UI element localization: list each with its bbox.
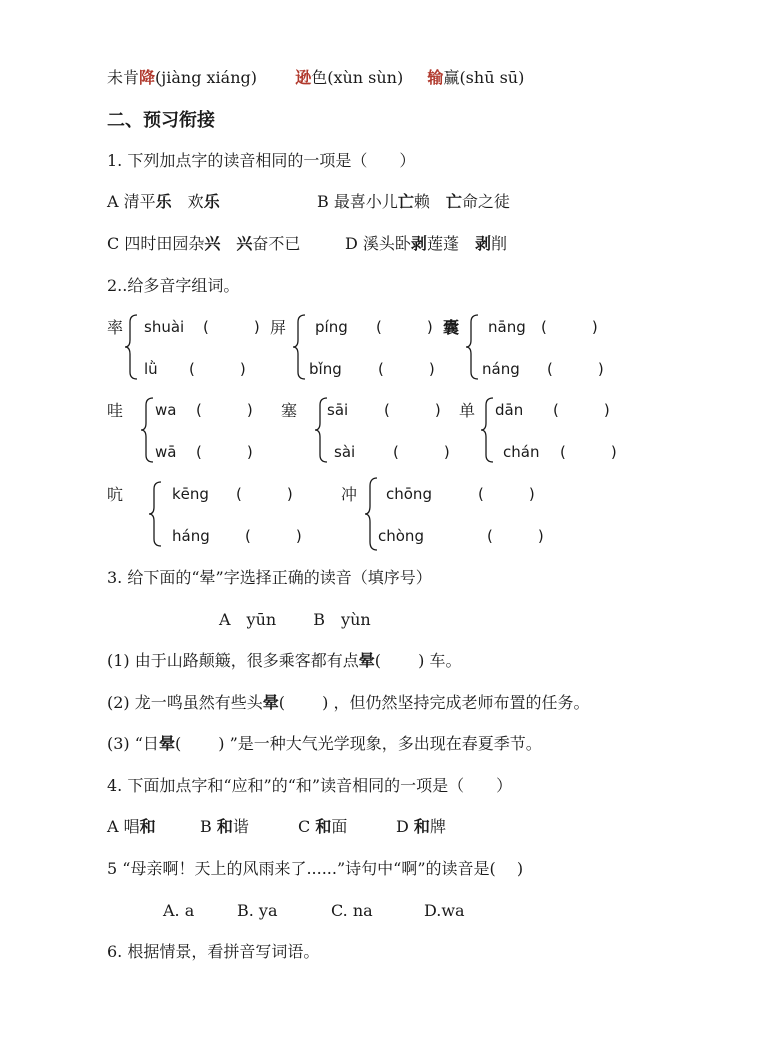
q4-d-post: 牌: [429, 817, 446, 836]
q2-char-chong: 冲: [341, 485, 358, 504]
q2-py-ping-bottom: bǐng: [309, 360, 342, 378]
q6-stem: 6. 根据情景，看拼音写词语。: [107, 942, 320, 961]
q4-a-text: A 唱: [107, 817, 140, 836]
line0-char-jiang: 降: [139, 68, 156, 87]
q1-a-dot1: 乐: [155, 192, 172, 211]
q2-blank-chong-bottom: ( ): [487, 527, 544, 545]
q2-py-wa-top: wa: [155, 401, 177, 419]
q2-py-nang-bottom: náng: [482, 360, 520, 378]
q3-s1-text: (1) 由于山路颠簸，很多乘客都有点: [107, 651, 359, 670]
q4-d-dot: 和: [413, 817, 430, 836]
q2-blank-ping-bottom: ( ): [378, 360, 435, 378]
q5-option-d: D.wa: [424, 901, 465, 920]
q2-blank-nang-top: ( ): [541, 318, 598, 336]
q4-c-post: 面: [331, 817, 348, 836]
q2-blank-dan-top: ( ): [553, 401, 610, 419]
q4-d-text: D: [396, 817, 414, 836]
q1-option-a: [107, 194, 220, 210]
q2-char-nang: 囊: [443, 318, 460, 337]
q2-py-keng-top: kēng: [172, 485, 209, 503]
q1-c-mid: [220, 234, 236, 253]
q3-options: A yūn B yùn: [219, 610, 371, 629]
q2-py-wa-bottom: wā: [155, 443, 177, 461]
q2-char-sai: 塞: [281, 401, 298, 420]
q2-py-chong-bottom: chòng: [378, 527, 424, 545]
q2-stem: 2..给多音字组词。: [107, 276, 240, 295]
brace-keng: [148, 481, 162, 547]
q2-blank-chong-top: ( ): [478, 485, 535, 503]
q2-blank-keng-top: ( ): [236, 485, 293, 503]
q1-d-dot2: 剥: [474, 234, 491, 253]
q1-c-dot1: 兴: [204, 234, 221, 253]
q1-a-dot2: 乐: [203, 192, 220, 211]
line0-prefix: 未肯: [107, 68, 140, 87]
q3-s2-text: (2) 龙一鸣虽然有些头: [107, 693, 263, 712]
q2-py-chong-top: chōng: [386, 485, 432, 503]
q2-py-lv-top: shuài: [144, 318, 185, 336]
q2-char-keng: 吭: [107, 485, 124, 504]
q2-char-ping: 屏: [270, 318, 287, 337]
q2-blank-sai-top: ( ): [384, 401, 441, 419]
q4-c-dot: 和: [315, 817, 332, 836]
q1-d-text: D 溪头卧: [345, 234, 411, 253]
brace-sai: [314, 397, 328, 463]
q4-b-dot: 和: [216, 817, 233, 836]
q2-py-sai-top: sāi: [327, 401, 349, 419]
q2-py-dan-top: dān: [495, 401, 524, 419]
q2-py-nang-top: nāng: [488, 318, 526, 336]
q1-stem: 1. 下列加点字的读音相同的一项是（ ）: [107, 151, 416, 170]
q5-option-a: A. a: [163, 901, 195, 920]
q3-stem: 3. 给下面的“晕”字选择正确的读音（填序号）: [107, 568, 432, 587]
q2-py-lv-bottom: lǜ: [144, 360, 158, 378]
q1-b-post: 命之徒: [461, 192, 510, 211]
q2-blank-ping-top: ( ): [376, 318, 433, 336]
q3-s1-blank: ( ) 车。: [374, 651, 462, 670]
q3-s3-blank: ( ) ”是一种大气光学现象，多出现在春夏季节。: [174, 734, 542, 753]
q1-d-mid: 莲蓬: [426, 234, 475, 253]
q4-option-d: [396, 819, 446, 835]
line0-rest-shu: 赢(shū sū): [443, 68, 525, 87]
q1-c-post: 奋不已: [252, 234, 301, 253]
q2-blank-sai-bottom: ( ): [393, 443, 450, 461]
q1-option-c: [107, 236, 300, 252]
q1-option-d: [345, 236, 507, 252]
q5-stem: 5 “母亲啊！天上的风雨来了......”诗句中“啊”的读音是( ): [107, 859, 524, 878]
q1-d-post: 削: [490, 234, 507, 253]
q5-option-b: B. ya: [237, 901, 278, 920]
q1-b-mid: 赖: [413, 192, 446, 211]
q1-b-dot2: 亡: [445, 192, 462, 211]
q1-a-mid: 欢: [171, 192, 204, 211]
q2-blank-nang-bottom: ( ): [547, 360, 604, 378]
q1-c-dot2: 兴: [236, 234, 253, 253]
q4-b-post: 谐: [232, 817, 249, 836]
brace-nang: [465, 314, 479, 380]
q3-sentence-1: [107, 653, 461, 669]
q2-blank-dan-bottom: ( ): [560, 443, 617, 461]
line0-pinyin-jiang: (jiàng xiáng): [155, 68, 257, 87]
q5-option-c: C. na: [331, 901, 373, 920]
q3-sentence-3: [107, 736, 542, 752]
brace-wa: [140, 397, 154, 463]
q4-c-text: C: [298, 817, 316, 836]
q2-blank-wa-top: ( ): [196, 401, 253, 419]
q1-b-dot1: 亡: [397, 192, 414, 211]
q2-py-keng-bottom: háng: [172, 527, 210, 545]
q2-blank-lv-top: ( ): [203, 318, 260, 336]
line0: [107, 70, 524, 86]
q2-blank-wa-bottom: ( ): [196, 443, 253, 461]
q2-char-wa: 哇: [107, 401, 124, 420]
q3-sentence-2: [107, 695, 589, 711]
q4-option-b: [200, 819, 249, 835]
q1-b-text: B 最喜小儿: [317, 192, 398, 211]
q3-s2-dot: 晕: [262, 693, 279, 712]
q1-a-text: A 清平: [107, 192, 156, 211]
line0-rest-xun: 色(xùn sùn): [311, 68, 404, 87]
q4-option-a: [107, 819, 156, 835]
q4-option-c: [298, 819, 347, 835]
line0-char-shu: 输: [427, 68, 444, 87]
q1-c-text: C 四时田园杂: [107, 234, 205, 253]
brace-dan: [480, 397, 494, 463]
q1-option-b: [317, 194, 510, 210]
q4-a-dot: 和: [139, 817, 156, 836]
line0-char-xun: 逊: [295, 68, 312, 87]
q2-py-sai-bottom: sài: [334, 443, 356, 461]
q2-blank-keng-bottom: ( ): [245, 527, 302, 545]
section-title: 二、预习衔接: [107, 110, 215, 131]
q2-char-dan: 单: [459, 401, 476, 420]
q2-py-ping-top: píng: [315, 318, 348, 336]
q4-b-text: B: [200, 817, 217, 836]
brace-chong: [364, 477, 378, 551]
q3-s3-text: (3) “日: [107, 734, 159, 753]
q3-s2-blank: ( ) ，但仍然坚持完成老师布置的任务。: [278, 693, 590, 712]
q2-py-dan-bottom: chán: [503, 443, 540, 461]
q2-blank-lv-bottom: ( ): [189, 360, 246, 378]
q3-s3-dot: 晕: [158, 734, 175, 753]
q4-stem: 4. 下面加点字和“应和”的“和”读音相同的一项是（ ）: [107, 776, 513, 795]
q2-char-lv: 率: [107, 318, 124, 337]
brace-lv: [124, 314, 138, 380]
q3-s1-dot: 晕: [358, 651, 375, 670]
brace-ping: [292, 314, 306, 380]
q1-d-dot1: 剥: [410, 234, 427, 253]
